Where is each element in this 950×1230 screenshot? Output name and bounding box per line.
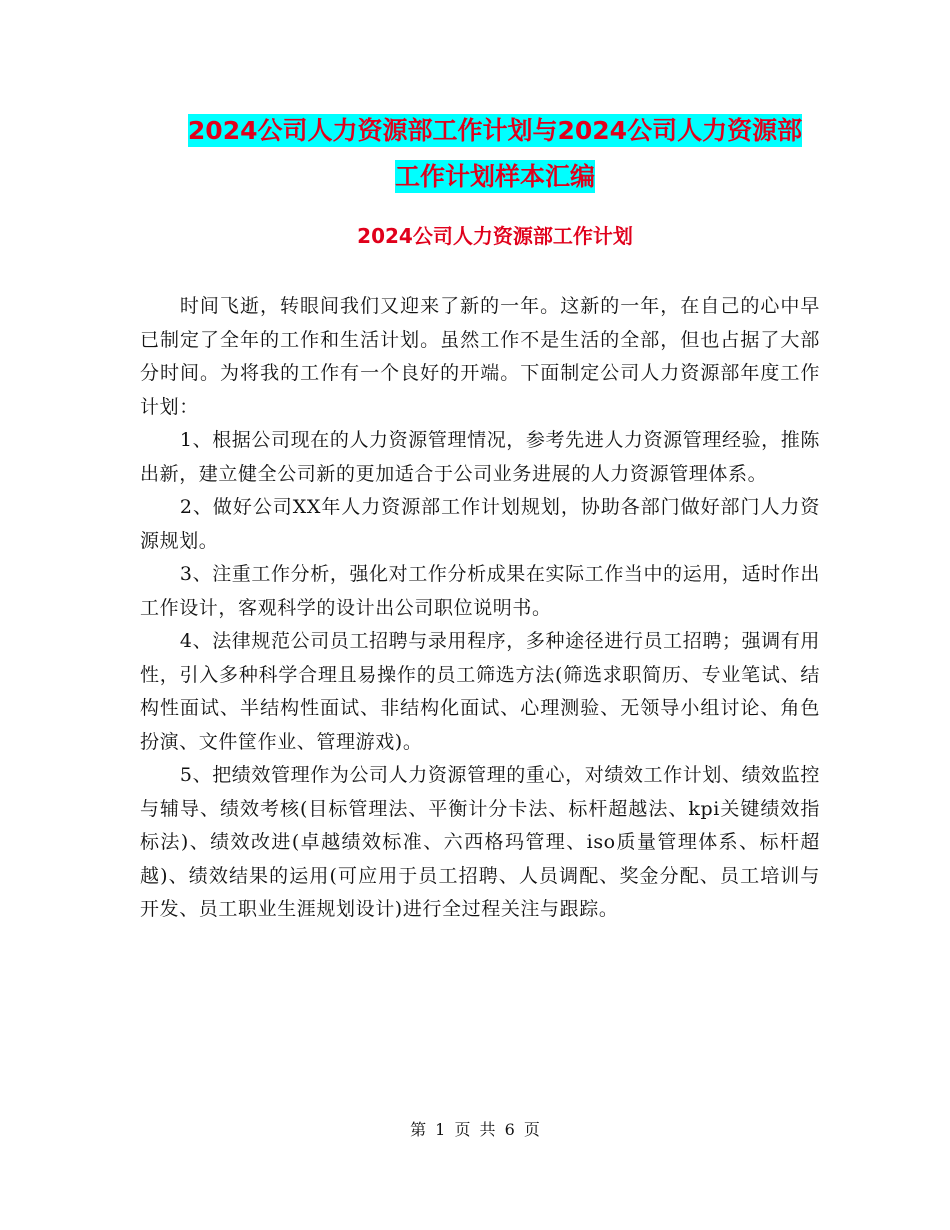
intro-paragraph: 时间飞逝，转眼间我们又迎来了新的一年。这新的一年，在自己的心中早已制定了全年的工作和生活计划。虽然工作不是生活的全部，但也占据了大部分时间。为将我的工作有一个良好的开端。下面制定公司人力资源部年度工作计划： xyxy=(140,295,820,418)
paragraph-item-4: 4、法律规范公司员工招聘与录用程序，多种途径进行员工招聘；强调有用性，引入多种科学合理且易操作的员工筛选方法(筛选求职简历、专业笔试、结构性面试、半结构性面试、非结构化面试、心理测验、无领导小组讨论、角色扮演、文件筐作业、管理游戏)。 xyxy=(140,630,820,753)
paragraph-item-2: 2、做好公司XX年人力资源部工作计划规划，协助各部门做好部门人力资源规划。 xyxy=(140,496,820,552)
document-body xyxy=(140,290,820,927)
document-title xyxy=(140,108,850,200)
page-number-footer: 第 1 页 共 6 页 xyxy=(410,1120,540,1139)
paragraph-item-3: 3、注重工作分析，强化对工作分析成果在实际工作当中的运用，适时作出工作设计，客观科学的设计出公司职位说明书。 xyxy=(140,563,820,619)
paragraph-item-5: 5、把绩效管理作为公司人力资源管理的重心，对绩效工作计划、绩效监控与辅导、绩效考核(目标管理法、平衡计分卡法、标杆超越法、kpi关键绩效指标法)、绩效改进(卓越绩效标准、六西格玛管理、iso质量管理体系、标杆超越)、绩效结果的运用(可应用于员工招聘、人员调配、奖金分配、员工培训与开发、员工职业生涯规划设计)进行全过程关注与跟踪。 xyxy=(140,764,820,920)
paragraph-item-1: 1、根据公司现在的人力资源管理情况，参考先进人力资源管理经验，推陈出新，建立健全公司新的更加适合于公司业务进展的人力资源管理体系。 xyxy=(140,429,820,485)
document-title-line-2: 工作计划样本汇编 xyxy=(394,162,595,191)
document-title-line-1: 2024公司人力资源部工作计划与2024公司人力资源部 xyxy=(187,116,803,145)
section-title: 2024公司人力资源部工作计划 xyxy=(357,224,633,248)
